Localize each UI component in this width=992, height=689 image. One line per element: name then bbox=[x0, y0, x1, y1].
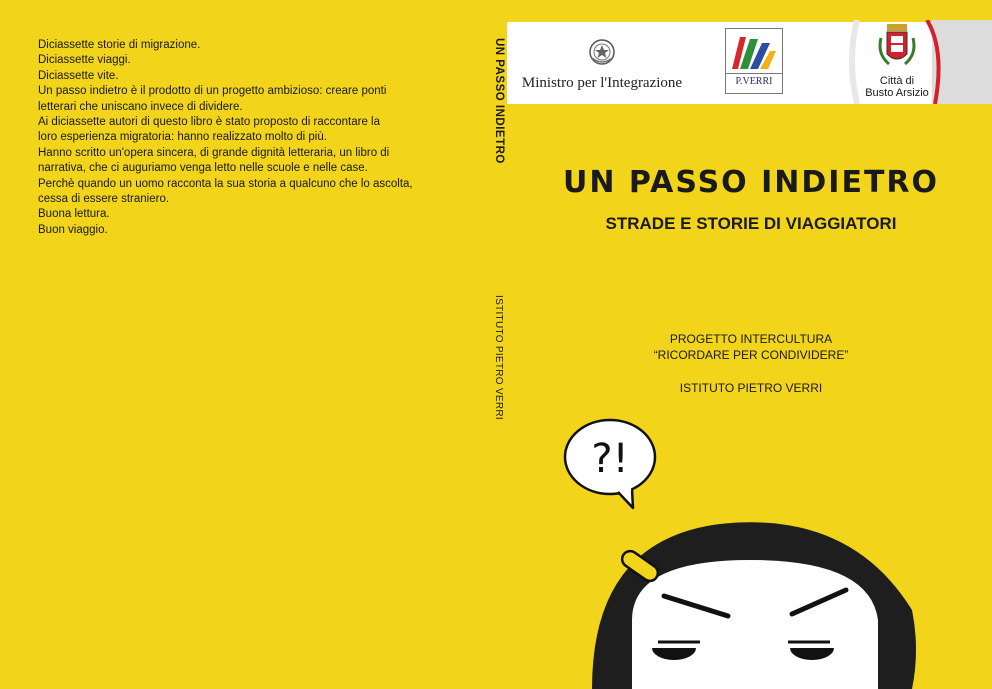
spine-publisher: ISTITUTO PIETRO VERRI bbox=[493, 295, 504, 421]
city-line-1: Città di bbox=[879, 75, 915, 87]
book-spine bbox=[480, 30, 506, 670]
italian-emblem-icon bbox=[586, 36, 618, 68]
cover-illustration bbox=[560, 410, 992, 689]
character-head bbox=[592, 522, 916, 689]
pverri-graphic-icon bbox=[726, 29, 780, 73]
back-line: Diciassette viaggi. bbox=[38, 54, 131, 67]
back-line: Perchè quando un uomo racconta la sua storia a qualcuno che lo ascolta, bbox=[38, 177, 413, 190]
pverri-logo bbox=[725, 28, 783, 94]
back-line: Buona lettura. bbox=[38, 208, 110, 221]
speech-bubble-text: ?! bbox=[591, 436, 629, 482]
busto-arsizio-logo bbox=[845, 20, 992, 104]
back-line: letterari che uniscano invece di dividere. bbox=[38, 100, 243, 113]
back-line: cessa di essere straniero. bbox=[38, 193, 170, 206]
back-line: Buon viaggio. bbox=[38, 223, 108, 236]
ministry-label: Ministro per l'Integrazione bbox=[521, 75, 683, 91]
back-line: Un passo indietro è il prodotto di un progetto ambizioso: creare ponti bbox=[38, 85, 387, 98]
institute-name: ISTITUTO PIETRO VERRI bbox=[679, 381, 823, 395]
city-line-2: Busto Arsizio bbox=[865, 87, 929, 99]
project-name bbox=[510, 331, 992, 363]
back-line: narrativa, che ci auguriamo venga letto nelle scuole e nelle case. bbox=[38, 162, 368, 175]
project-line-1: PROGETTO INTERCULTURA bbox=[669, 332, 833, 346]
back-line: loro esperienza migratoria: hanno realizzato molto di più. bbox=[38, 131, 327, 144]
back-cover-text bbox=[38, 38, 438, 238]
back-line: Diciassette storie di migrazione. bbox=[38, 39, 201, 51]
logo-band bbox=[507, 18, 992, 109]
book-subtitle: STRADE E STORIE DI VIAGGIATORI bbox=[605, 214, 897, 233]
spine-title: UN PASSO INDIETRO bbox=[493, 38, 505, 164]
city-crest-icon bbox=[877, 24, 917, 74]
pverri-label: P.VERRI bbox=[726, 73, 782, 89]
back-line: Hanno scritto un'opera sincera, di grande dignità letteraria, un libro di bbox=[38, 146, 390, 159]
project-line-2: “RICORDARE PER CONDIVIDERE” bbox=[653, 348, 849, 362]
ministry-logo bbox=[517, 36, 687, 92]
book-title: UN PASSO INDIETRO bbox=[562, 165, 940, 200]
back-line: Diciassette vite. bbox=[38, 69, 119, 82]
back-line: Ai diciassette autori di questo libro è stato proposto di raccontare la bbox=[38, 116, 380, 129]
speech-bubble-icon bbox=[565, 420, 655, 508]
city-name bbox=[857, 75, 937, 99]
